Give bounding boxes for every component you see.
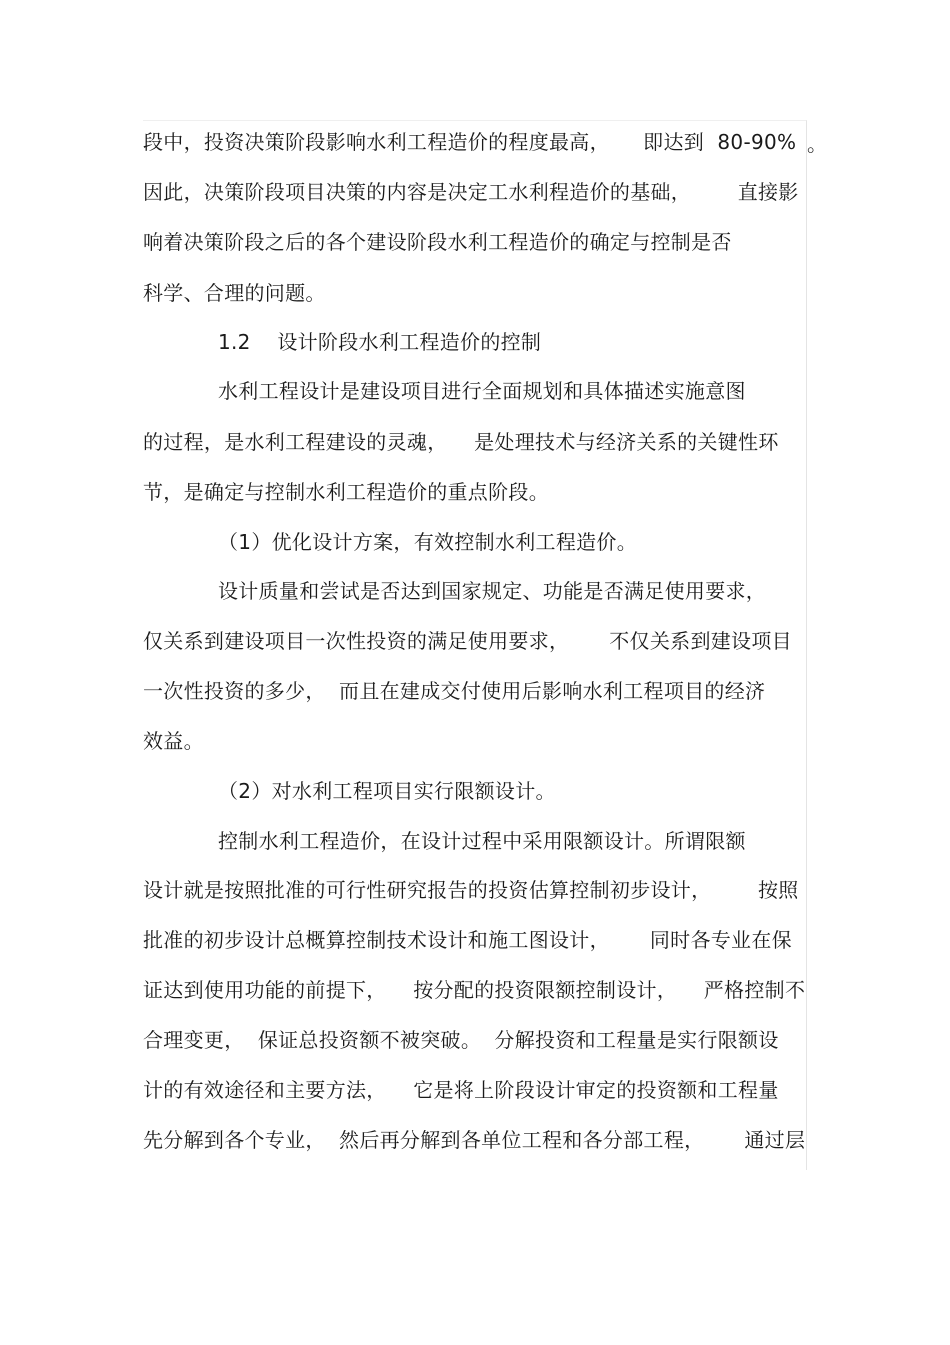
text-line: 效益。: [143, 729, 204, 753]
text-line: 仅关系到建设项目一次性投资的满足使用要求， 不仅关系到建设项目: [143, 629, 792, 653]
subheading: （1）优化设计方案，有效控制水利工程造价。: [218, 530, 638, 554]
text-line: 段中，投资决策阶段影响水利工程造价的程度最高， 即达到 80-90%: [143, 130, 797, 154]
text-line: 的过程，是水利工程建设的灵魂， 是处理技术与经济关系的关键性环: [143, 430, 779, 454]
subheading: （2）对水利工程项目实行限额设计。: [218, 779, 556, 803]
section-heading: 1.2 设计阶段水利工程造价的控制: [218, 330, 542, 354]
text-line: 计的有效途径和主要方法， 它是将上阶段设计审定的投资额和工程量: [143, 1078, 779, 1102]
trailing-punctuation: 。: [807, 132, 827, 156]
text-line: 批准的初步设计总概算控制技术设计和施工图设计， 同时各专业在保: [143, 928, 792, 952]
text-line: 设计就是按照批准的可行性研究报告的投资估算控制初步设计， 按照: [143, 878, 799, 902]
text-line: 先分解到各个专业， 然后再分解到各单位工程和各分部工程， 通过层: [143, 1128, 806, 1152]
text-line: 因此，决策阶段项目决策的内容是决定工水利程造价的基础， 直接影: [143, 180, 799, 204]
text-line: 设计质量和尝试是否达到国家规定、功能是否满足使用要求，: [218, 579, 767, 603]
text-line: 控制水利工程造价，在设计过程中采用限额设计。所谓限额: [218, 829, 746, 853]
text-line: 节，是确定与控制水利工程造价的重点阶段。: [143, 480, 549, 504]
text-line: 合理变更， 保证总投资额不被突破。 分解投资和工程量是实行限额设: [143, 1028, 779, 1052]
text-line: 一次性投资的多少， 而且在建成交付使用后影响水利工程项目的经济: [143, 679, 766, 703]
text-line: 响着决策阶段之后的各个建设阶段水利工程造价的确定与控制是否: [143, 230, 732, 254]
text-line: 证达到使用功能的前提下， 按分配的投资限额控制设计， 严格控制不: [143, 978, 806, 1002]
text-line: 科学、合理的问题。: [143, 281, 326, 305]
text-line: 水利工程设计是建设项目进行全面规划和具体描述实施意图: [218, 379, 746, 403]
